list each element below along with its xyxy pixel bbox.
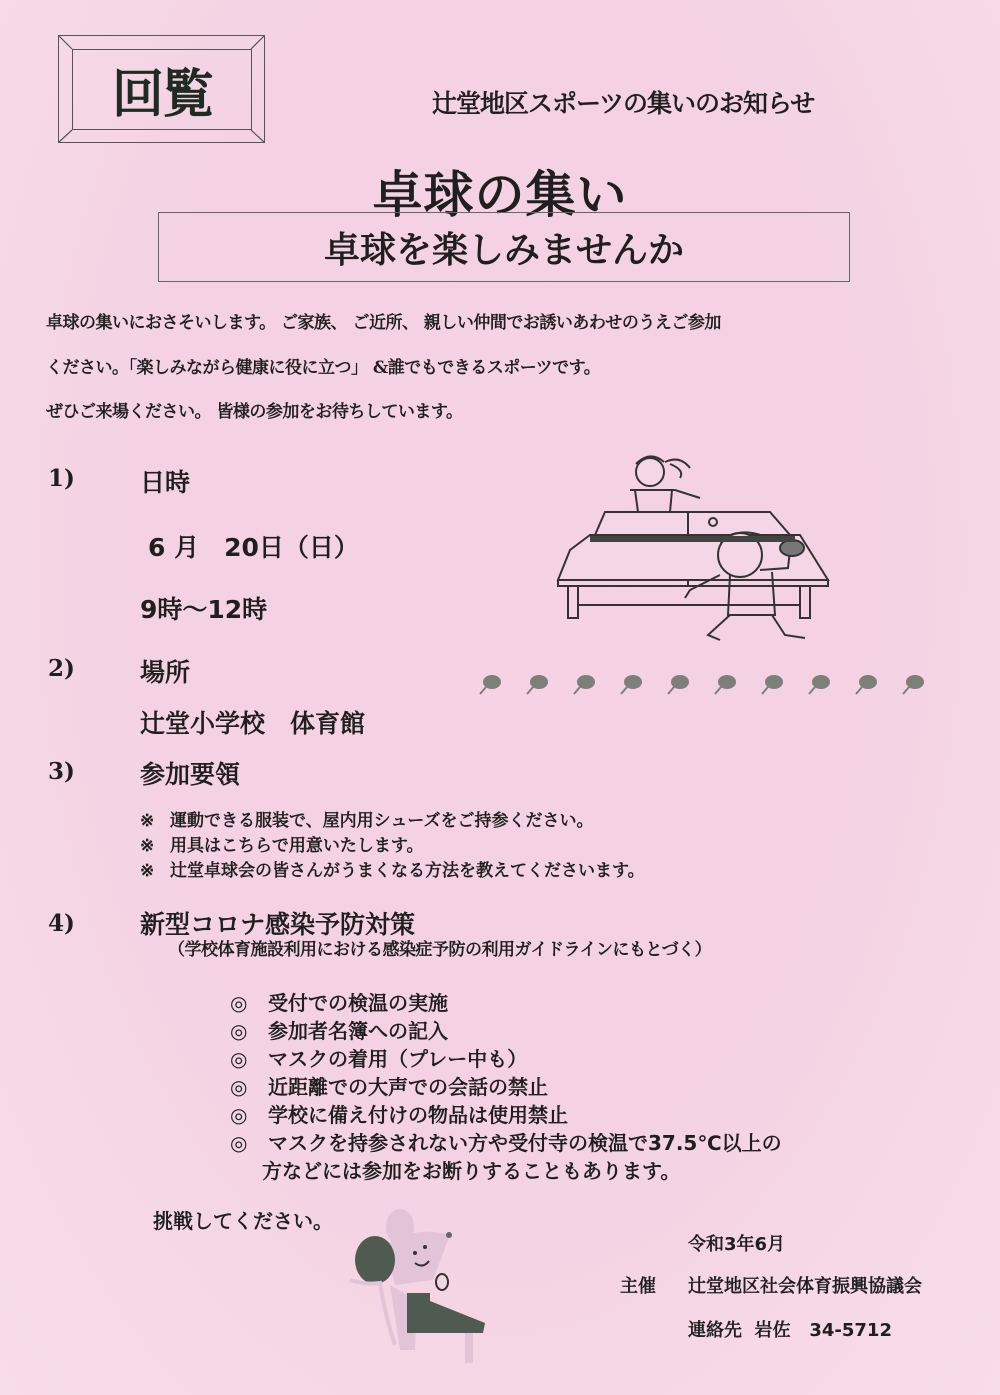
section-number-2: 2) — [48, 655, 75, 682]
asterisk-mark-icon: ※ — [140, 811, 155, 831]
organizer-name: 辻堂地区社会体育振興協議会 — [688, 1276, 922, 1297]
event-venue: 辻堂小学校 体育館 — [140, 709, 366, 738]
section-number-1: 1) — [48, 465, 75, 492]
circulation-label-box — [72, 49, 252, 130]
double-circle-mark-icon: ◎ — [230, 1019, 248, 1043]
section-number-3: 3) — [48, 758, 75, 785]
event-time: 9時～12時 — [140, 595, 268, 624]
requirement-item: ※ 用具はこちらで用意いたします。 — [140, 836, 424, 856]
datetime-heading: 日時 — [140, 468, 191, 497]
contact-info — [688, 1316, 892, 1342]
mouse-playing-table-tennis-illustration — [345, 1205, 495, 1365]
covid-item: ◎ 参加者名簿への記入 — [230, 1019, 448, 1043]
circulation-label: 回覧 — [111, 64, 212, 125]
contact-name: 岩佐 — [754, 1320, 791, 1341]
contact-phone: 34-5712 — [809, 1320, 892, 1341]
double-circle-mark-icon: ◎ — [230, 1131, 248, 1155]
covid-item: ◎ マスクの着用（プレー中も） — [230, 1047, 528, 1071]
closing-message: 挑戦してください。 — [153, 1209, 333, 1233]
paddle-divider — [470, 670, 950, 700]
event-subtitle: 卓球を楽しみませんか — [323, 228, 684, 271]
double-circle-mark-icon: ◎ — [230, 1075, 248, 1099]
covid-guideline-note: （学校体育施設利用における感染症予防の利用ガイドラインにもとづく） — [168, 940, 712, 960]
event-title: 卓球の集い — [372, 165, 628, 224]
asterisk-mark-icon: ※ — [140, 836, 155, 856]
requirement-item: ※ 辻堂卓球会の皆さんがうまくなる方法を教えてくださいます。 — [140, 861, 645, 881]
contact-label: 連絡先 — [688, 1320, 742, 1341]
covid-item: ◎ 近距離での大声での会話の禁止 — [230, 1075, 548, 1099]
issue-date: 令和3年6月 — [688, 1234, 786, 1255]
table-tennis-players-illustration — [550, 450, 850, 650]
requirement-item: ※ 運動できる服装で、屋内用シューズをご持参ください。 — [140, 811, 594, 831]
covid-heading: 新型コロナ感染予防対策 — [140, 910, 416, 939]
covid-item-continuation: 方などには参加をお断りすることもあります。 — [262, 1159, 681, 1183]
section-number-4: 4) — [48, 910, 75, 937]
paddle-row-icon — [470, 670, 950, 700]
event-subtitle-box — [158, 212, 850, 282]
requirements-heading: 参加要領 — [140, 760, 241, 789]
event-date: 6 月 20日（日） — [148, 533, 359, 562]
intro-line-2: ください。「楽しみながら健康に役に立つ」 &誰でもできるスポーツです。 — [46, 358, 601, 378]
double-circle-mark-icon: ◎ — [230, 991, 248, 1015]
covid-item: ◎ マスクを持参されない方や受付寺の検温で37.5℃以上の — [230, 1131, 782, 1155]
asterisk-mark-icon: ※ — [140, 861, 155, 881]
double-circle-mark-icon: ◎ — [230, 1047, 248, 1071]
organizer-label: 主催 — [620, 1276, 656, 1297]
announcement-title: 辻堂地区スポーツの集いのお知らせ — [432, 89, 815, 118]
intro-line-3: ぜひご来場ください。 皆様の参加をお待ちしています。 — [46, 402, 463, 422]
intro-line-1: 卓球の集いにおさそいします。 ご家族、 ご近所、 親しい仲間でお誘いあわせのうえご参加 — [46, 313, 721, 333]
covid-item: ◎ 学校に備え付けの物品は使用禁止 — [230, 1103, 568, 1127]
place-heading: 場所 — [140, 658, 191, 687]
double-circle-mark-icon: ◎ — [230, 1103, 248, 1127]
covid-item: ◎ 受付での検温の実施 — [230, 991, 448, 1015]
